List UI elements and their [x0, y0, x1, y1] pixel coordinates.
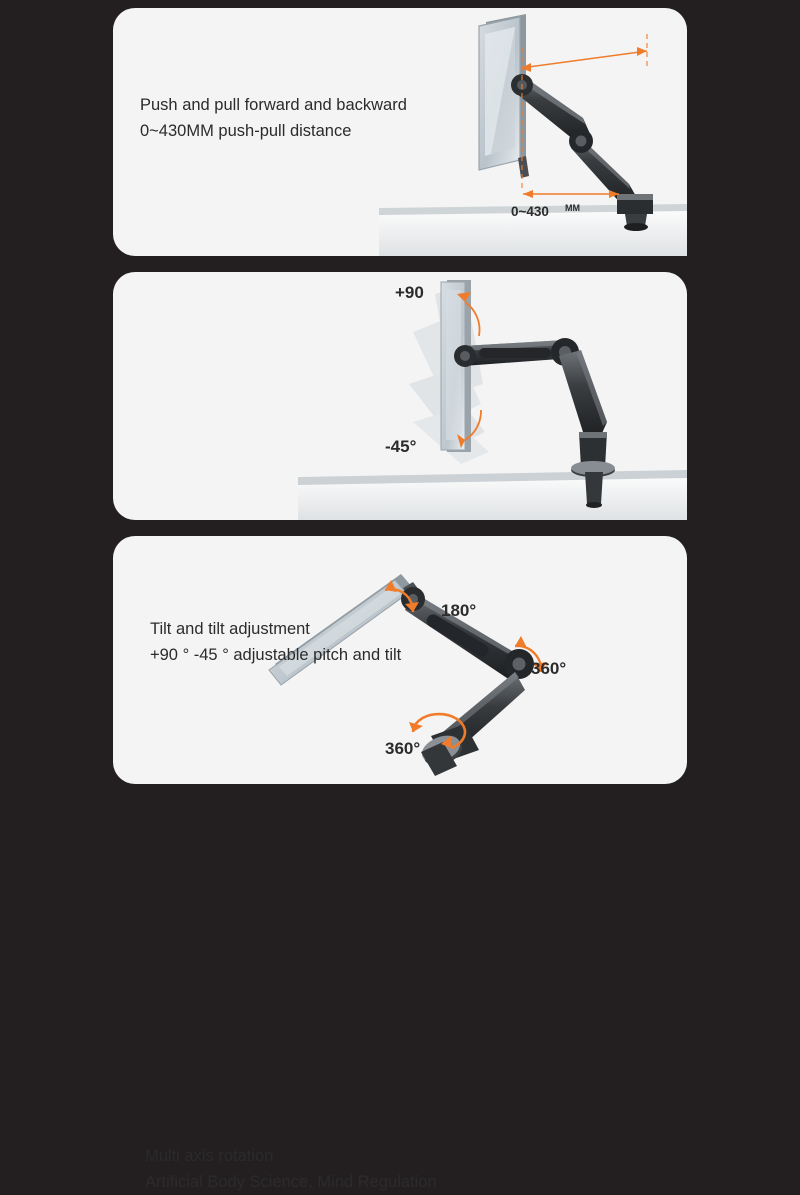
tilt-up-value: +90 — [395, 283, 424, 302]
card-3-line-1: Multi axis rotation — [145, 1147, 274, 1165]
card-1-line-1: Push and pull forward and backward — [140, 96, 407, 114]
rotation-elbow-value: 360° — [531, 659, 567, 678]
card-2-line-1: Tilt and tilt adjustment — [150, 620, 310, 638]
tilt-down-value: -45° — [385, 437, 417, 456]
feature-card-tilt-text — [150, 617, 401, 668]
card-2-line-2: +90 ° -45 ° adjustable pitch and tilt — [150, 645, 402, 664]
rotation-screen-value: 180° — [441, 601, 477, 620]
feature-card-push-pull — [113, 8, 687, 256]
feature-card-rotation-text — [145, 1144, 437, 1195]
illustration-tilt — [113, 272, 687, 520]
feature-card-push-pull-text — [140, 93, 407, 144]
card-1-line-2: 0~430MM push-pull distance — [140, 121, 352, 140]
push-pull-distance-value: 0~430 — [511, 204, 549, 219]
rotation-base-value: 360° — [385, 739, 421, 758]
card-3-line-2: Artificial Body Science, Mind Regulation — [145, 1172, 437, 1191]
push-pull-distance-unit: MM — [565, 203, 580, 213]
